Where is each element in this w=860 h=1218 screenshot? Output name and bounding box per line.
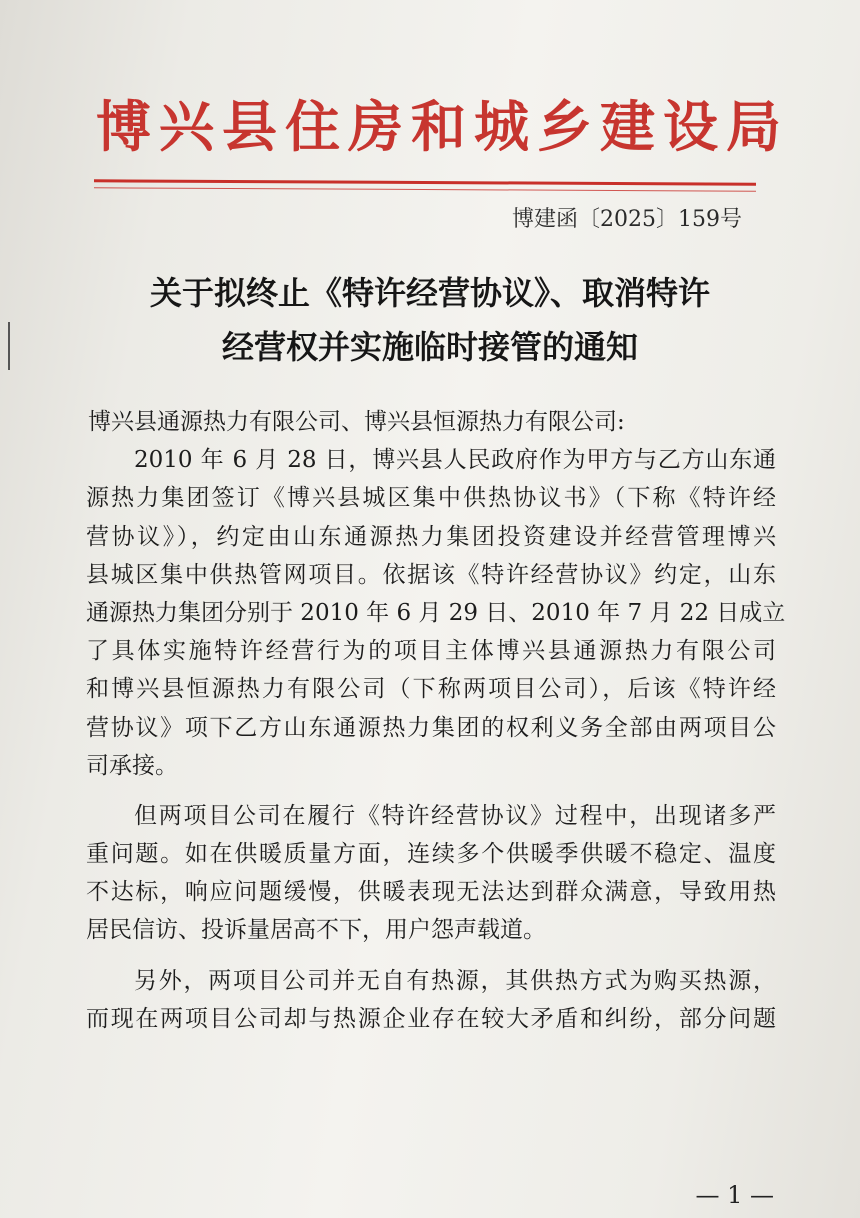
paragraph-line: 2010 年 6 月 28 日，博兴县人民政府作为甲方与乙方山东通 [134, 447, 776, 474]
document-title-line-1: 关于拟终止《特许经营协议》、取消特许 [149, 274, 710, 312]
document-title-line-2: 经营权并实施临时接管的通知 [221, 328, 638, 366]
document-body [86, 403, 786, 1038]
paragraph-line: 而现在两项目公司却与热源企业存在较大矛盾和纠纷，部分问题 [86, 1005, 776, 1032]
paragraph-line: 县城区集中供热管网项目。依据该《特许经营协议》约定，山东 [86, 561, 776, 588]
paragraph-line: 源热力集团签订《博兴县城区集中供热协议书》（下称《特许经 [86, 485, 776, 512]
paragraph-line: 营协议》），约定由山东通源热力集团投资建设并经营管理博兴 [86, 523, 776, 550]
page-number: — 1 — [695, 1181, 774, 1209]
salutation: 博兴县通源热力有限公司、博兴县恒源热力有限公司: [88, 409, 625, 435]
paragraph-line: 通源热力集团分别于 2010 年 6 月 29 日、2010 年 7 月 22 日成立 [86, 599, 786, 626]
paragraph-line: 重问题。如在供暖质量方面，连续多个供暖季供暖不稳定、温度 [86, 841, 776, 868]
paragraph-line: 营协议》项下乙方山东通源热力集团的权利义务全部由两项目公 [86, 714, 776, 741]
document-title [100, 266, 760, 374]
red-header-rule [94, 179, 756, 185]
paragraph-gap [86, 785, 776, 797]
paragraph-line: 另外，两项目公司并无自有热源，其供热方式为购买热源， [134, 967, 776, 994]
paragraph-line: 了具体实施特许经营行为的项目主体博兴县通源热力有限公司 [86, 638, 776, 665]
paragraph-line: 不达标，响应问题缓慢，供暖表现无法达到群众满意，导致用热 [86, 879, 776, 906]
paragraph-gap [86, 950, 776, 962]
margin-mark [8, 322, 10, 370]
paragraph-line: 和博兴县恒源热力有限公司（下称两项目公司），后该《特许经 [86, 676, 776, 703]
issuing-organization: 博兴县住房和城乡建设局 [96, 95, 790, 159]
document-number: 博建函〔2025〕159号 [512, 207, 742, 232]
paragraph-line: 居民信访、投诉量居高不下，用户怨声载道。 [86, 917, 546, 944]
red-header-rule-thin [94, 187, 756, 191]
paragraph-line: 但两项目公司在履行《特许经营协议》过程中，出现诸多严 [134, 802, 776, 829]
paragraph-line: 司承接。 [86, 752, 178, 779]
